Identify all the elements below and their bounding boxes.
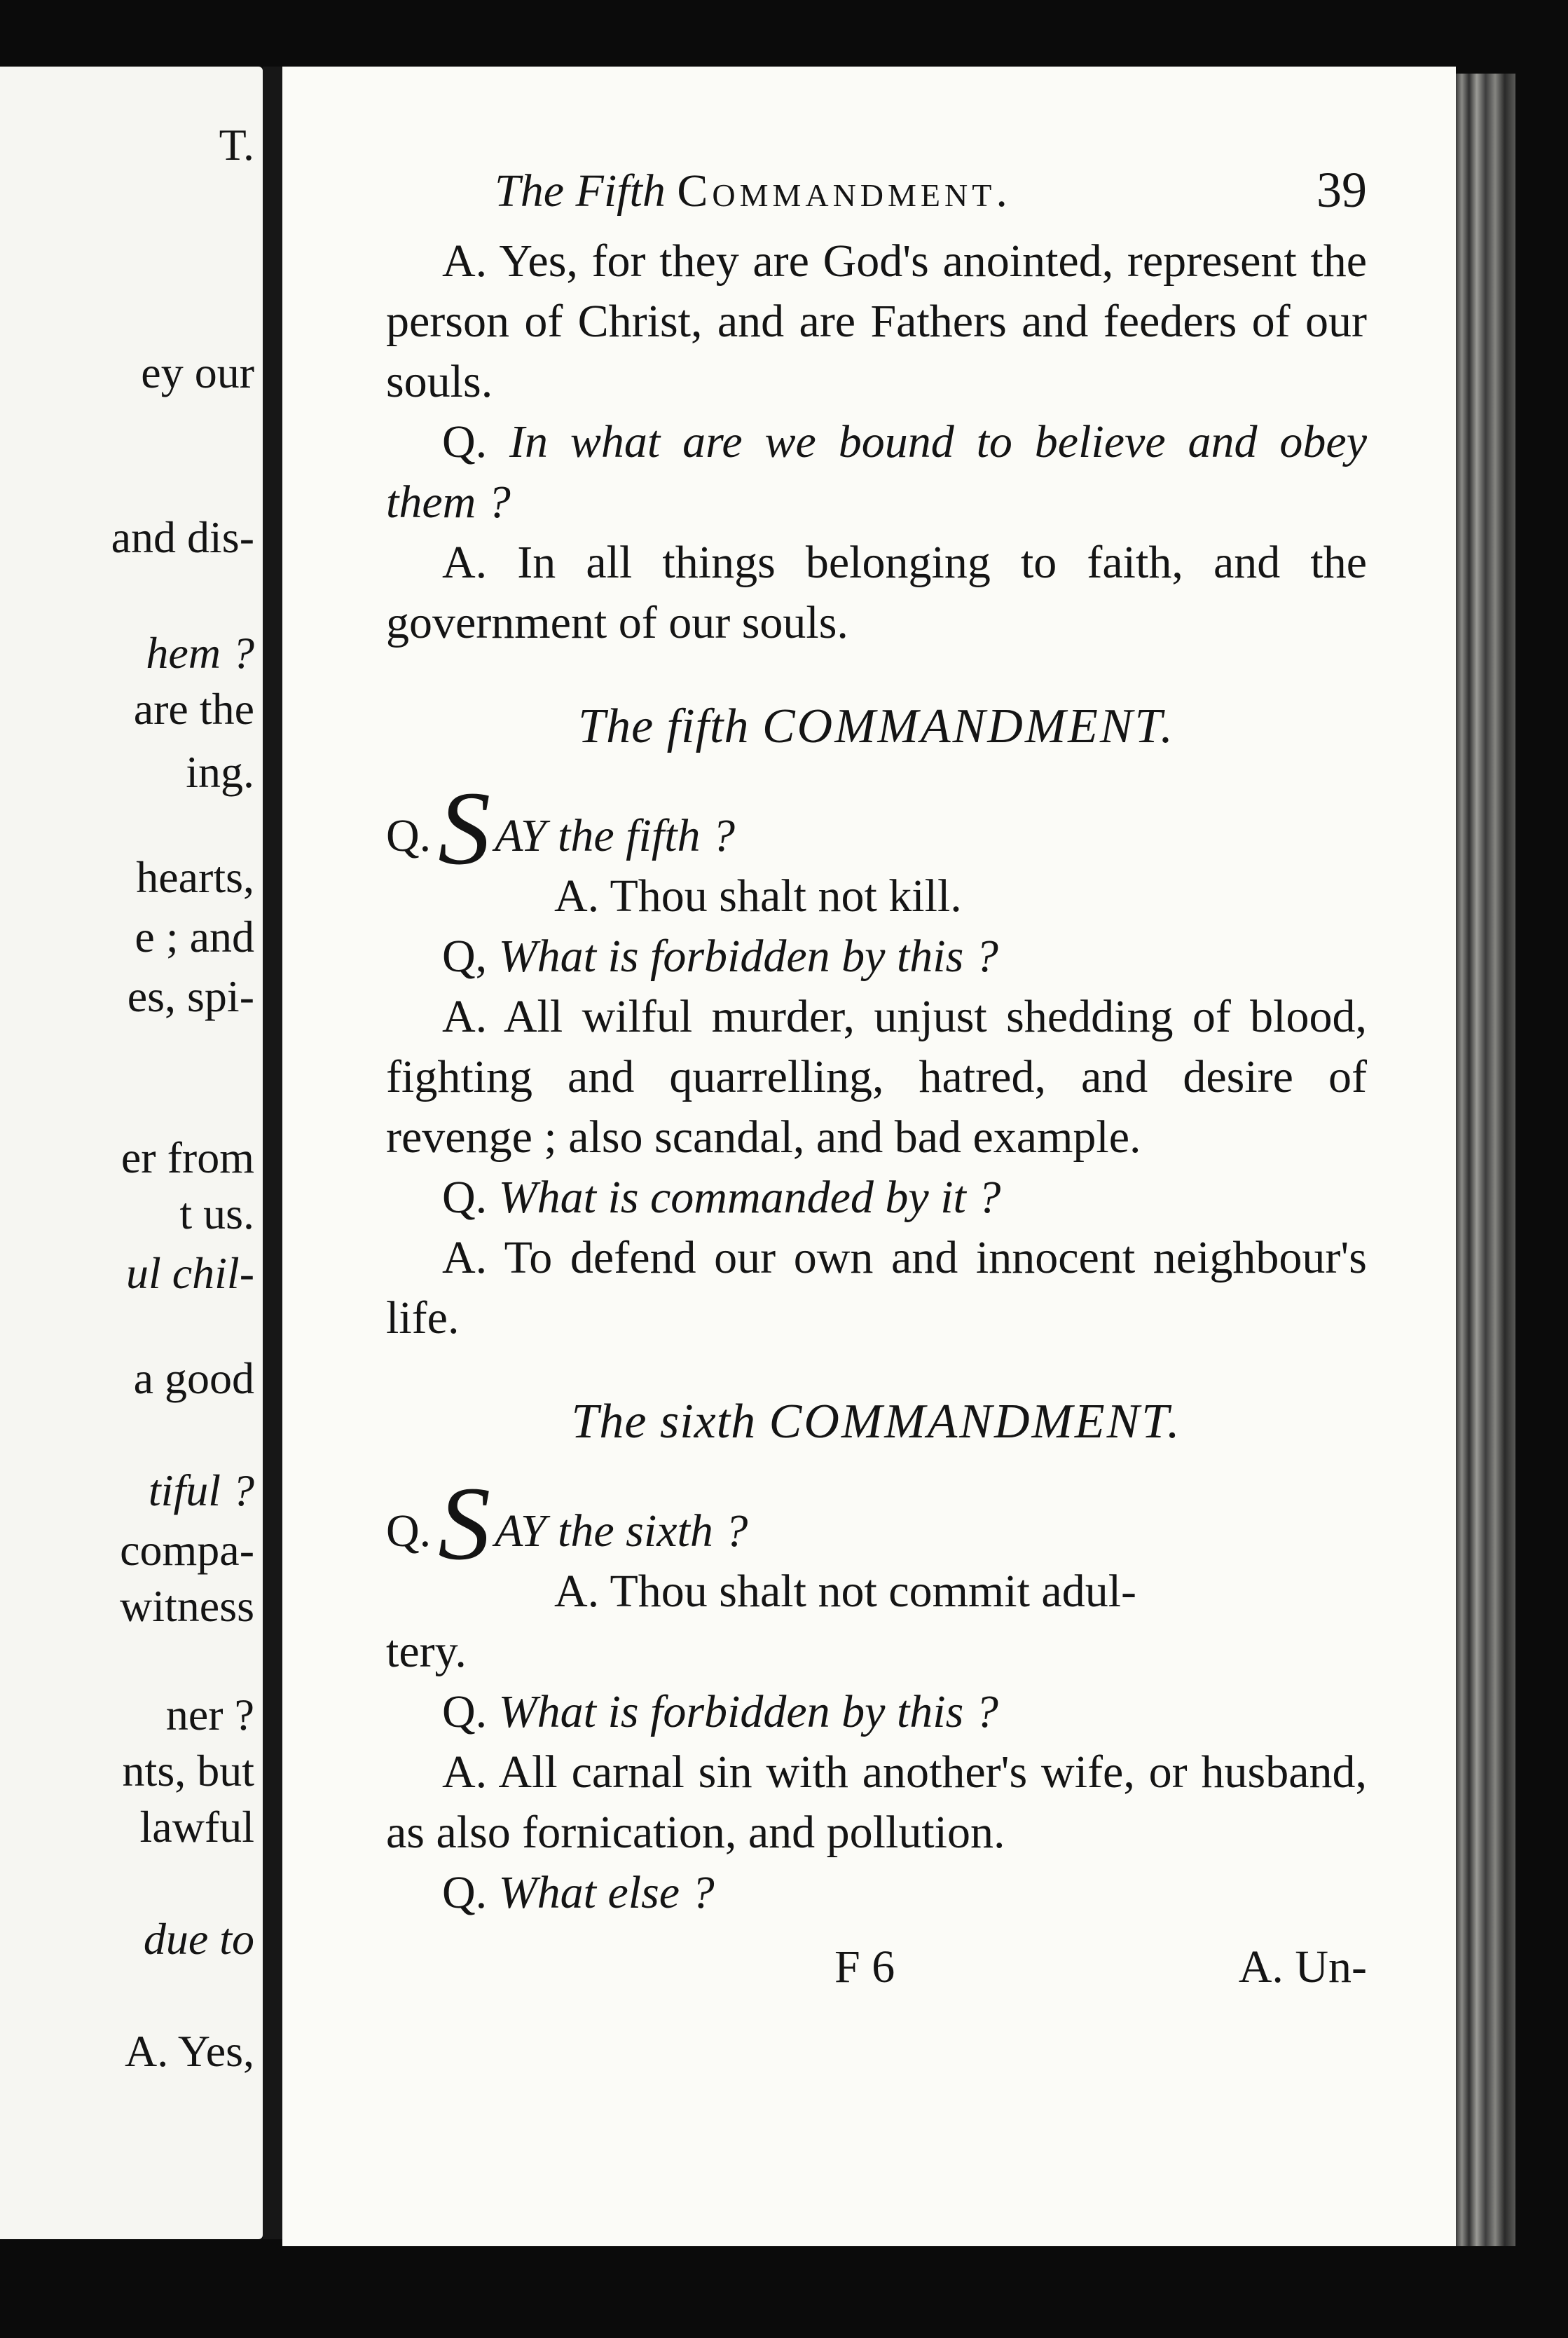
question-text: What is forbidden by this ? — [498, 931, 998, 982]
left-page-fragment — [0, 67, 263, 2239]
running-title — [495, 161, 1012, 221]
catchword: A. Un- — [1238, 1941, 1367, 1992]
page-number: 39 — [1316, 162, 1367, 218]
left-page-line: are the — [133, 684, 254, 734]
left-page-line: ey our — [141, 348, 254, 397]
question-drop-cap — [386, 770, 1367, 887]
question-label: Q. — [442, 1172, 488, 1223]
question-label: Q, — [442, 931, 488, 982]
left-page-line: T. — [219, 120, 254, 170]
section-heading-caps: COMMANDMENT. — [762, 699, 1175, 753]
answer-first-line: A. Thou shalt not commit adul- — [554, 1566, 1137, 1617]
left-page-line: and dis- — [111, 512, 254, 562]
left-page-line: t us. — [179, 1189, 254, 1238]
left-page-line: es, spi- — [127, 971, 254, 1021]
section-heading-fifth — [386, 697, 1367, 757]
page-text — [386, 154, 1367, 1997]
question-paragraph — [386, 1682, 1367, 1742]
question-paragraph — [386, 1168, 1367, 1228]
left-page-line: tiful ? — [148, 1465, 254, 1515]
question-drop-cap — [386, 1465, 1367, 1582]
question-text: What else ? — [498, 1867, 715, 1918]
book-gutter — [263, 67, 282, 2239]
left-page-line: hearts, — [136, 852, 254, 902]
question-text: AY the fifth ? — [495, 810, 736, 861]
question-label: Q. — [386, 1505, 432, 1557]
left-page-line: a good — [133, 1353, 254, 1403]
left-page-line: nts, but — [122, 1746, 254, 1796]
question-paragraph — [386, 412, 1367, 533]
left-page-line: hem ? — [146, 628, 254, 678]
answer-paragraph: A. Yes, for they are God's anointed, represent the person of Christ, and are Fathers and feeders of our souls. — [386, 235, 1367, 407]
left-page-line: lawful — [139, 1802, 254, 1852]
signature-mark: F 6 — [834, 1941, 895, 1992]
question-paragraph — [386, 1863, 1367, 1923]
running-title-caps: Commandment. — [677, 165, 1012, 217]
question-text: AY the sixth ? — [495, 1505, 748, 1557]
page-edges — [1456, 74, 1515, 2246]
running-head — [386, 154, 1367, 231]
question-label: Q. — [386, 810, 432, 861]
section-heading-italic: The sixth — [571, 1395, 757, 1449]
page-footer — [386, 1937, 1367, 1997]
left-page-line: er from — [121, 1133, 254, 1182]
section-heading-sixth — [386, 1392, 1367, 1452]
drop-cap-letter: S — [438, 770, 491, 887]
answer-paragraph: A. To defend our own and innocent neighbour's life. — [386, 1232, 1367, 1344]
question-text: In what are we bound to believe and obey them ? — [386, 416, 1367, 528]
left-page-line: witness — [120, 1581, 254, 1631]
left-page-line: ner ? — [165, 1690, 254, 1739]
left-page-line: ing. — [186, 747, 254, 797]
right-page — [282, 67, 1456, 2246]
answer-paragraph: A. All carnal sin with another's wife, or husband, as also fornication, and pollution. — [386, 1746, 1367, 1858]
section-heading-caps: COMMANDMENT. — [769, 1395, 1182, 1449]
drop-cap-letter: S — [438, 1465, 491, 1582]
left-page-line: A. Yes, — [125, 2026, 254, 2076]
question-label: Q. — [442, 416, 488, 467]
question-label: Q. — [442, 1686, 488, 1737]
answer-continuation: tery. — [386, 1626, 467, 1677]
left-page-line: e ; and — [135, 912, 254, 962]
left-page-line: due to — [143, 1914, 254, 1964]
answer-paragraph: A. Thou shalt not kill. — [554, 870, 962, 922]
question-label: Q. — [442, 1867, 488, 1918]
left-page-line: ul chil- — [125, 1248, 254, 1298]
running-title-italic: The Fifth — [495, 165, 666, 217]
question-text: What is commanded by it ? — [498, 1172, 1001, 1223]
section-heading-italic: The fifth — [578, 699, 750, 753]
question-paragraph — [386, 927, 1367, 987]
answer-paragraph: A. In all things belonging to faith, and the government of our souls. — [386, 537, 1367, 648]
question-text: What is forbidden by this ? — [498, 1686, 998, 1737]
left-page-line: compa- — [120, 1525, 254, 1575]
answer-paragraph: A. All wilful murder, unjust shedding of blood, fighting and quarrelling, hatred, and desire of revenge ; also scandal, and bad example. — [386, 991, 1367, 1163]
